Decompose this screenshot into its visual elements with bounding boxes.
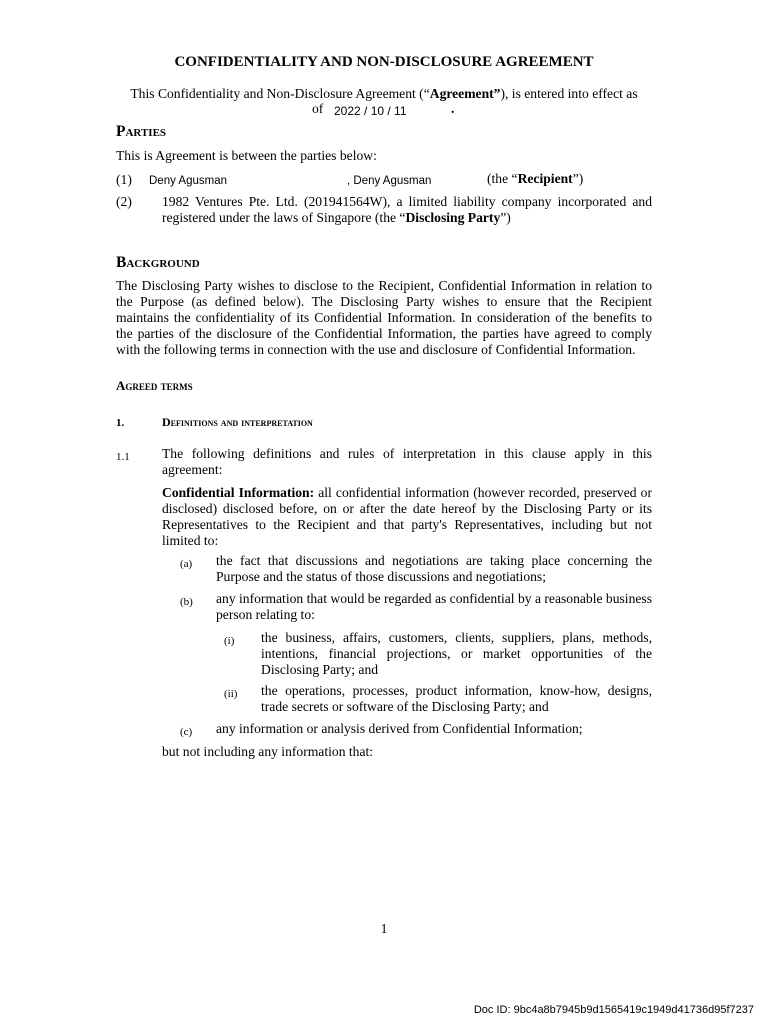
recipient-name-repeat-field[interactable]: , Deny Agusman [347,175,432,187]
clause-1-1-number: 1.1 [116,451,130,463]
disclosing-party-term: Disclosing Party [405,210,501,225]
intro-of-label: of [312,101,324,116]
item-ii-label: (ii) [224,688,238,700]
background-text: The Disclosing Party wishes to disclose to the Recipient, Confidential Information in relation to the Purpose (as defined below). The Disclosing Party wishes to ensure that the Recipient maintains the confidentiality of its Confidential Information. In consideration of the benefits to the parties of the disclosure of the Confidential Information, the parties have agreed to comply with the following terms in connection with the use and disclosure of Confidential Information. [116,278,652,357]
confidential-information-text: all confidential information (however recorded, preserved or disclosed) disclosed before, on or after the date hereof by the Disclosing Party or its Representatives to the Recipient and that party's Representatives, including but not limited to: [162,485,652,548]
confidential-information-definition [162,485,652,549]
item-b-label: (b) [180,596,193,608]
party-2-post: ”) [500,210,511,225]
page-number: 1 [380,921,388,936]
page-title: CONFIDENTIALITY AND NON-DISCLOSURE AGREEMENT [174,54,594,70]
item-c-text: any information or analysis derived from Confidential Information; [216,721,583,736]
parties-heading: Parties [116,123,167,140]
intro-post: ), is entered into effect as [500,86,638,101]
doc-id: Doc ID: 9bc4a8b7945b9d1565419c1949d41736d95f7237 [473,1004,754,1016]
section-1-number: 1. [116,417,125,429]
recipient-role-term: Recipient [517,171,573,186]
recipient-role-post: ”) [572,171,584,186]
party-2-description: 1982 Ventures Pte. Ltd. (201941564W), a limited liability company incorporated and registered under the laws of Singapore (the “ [162,194,652,225]
intro-dot: . [451,101,455,116]
item-i-label: (i) [224,635,235,647]
item-c-label: (c) [180,726,193,738]
clause-1-1-text: The following definitions and rules of interpretation in this clause apply in this agreement: [162,446,652,477]
confidential-information-term: Confidential Information: [162,485,315,500]
item-a-label: (a) [180,558,193,570]
item-b-text: any information that would be regarded as confidential by a reasonable business person relating to: [216,591,652,622]
recipient-role-pre: (the “ [487,171,518,186]
section-1-title: Definitions and interpretation [162,415,313,429]
recipient-role [487,171,583,187]
recipient-name-field[interactable]: Deny Agusman [149,175,227,187]
background-heading: Background [116,254,200,271]
parties-lead: This is Agreement is between the parties below: [116,148,377,163]
item-a-text: the fact that discussions and negotiations are taking place concerning the Purpose and the status of those discussions and negotiations; [216,553,652,584]
item-ii-text: the operations, processes, product information, know-how, designs, trade secrets or software of the Disclosing Party; and [261,683,652,714]
party-2-number: (2) [116,194,132,209]
agreed-terms-heading: Agreed terms [116,378,193,393]
intro-pre: This Confidentiality and Non-Disclosure Agreement (“ [130,86,430,101]
but-not-including: but not including any information that: [162,744,374,759]
party-1-number: (1) [116,172,132,187]
party-2-text [162,194,652,226]
item-i-text: the business, affairs, customers, clients, suppliers, plans, methods, intentions, financial projections, or market opportunities of the Disclosing Party; and [261,630,652,677]
effective-date-field[interactable]: 2022 / 10 / 11 [334,104,407,118]
intro-line [0,86,768,102]
intro-agreement-term: Agreement” [429,86,501,101]
